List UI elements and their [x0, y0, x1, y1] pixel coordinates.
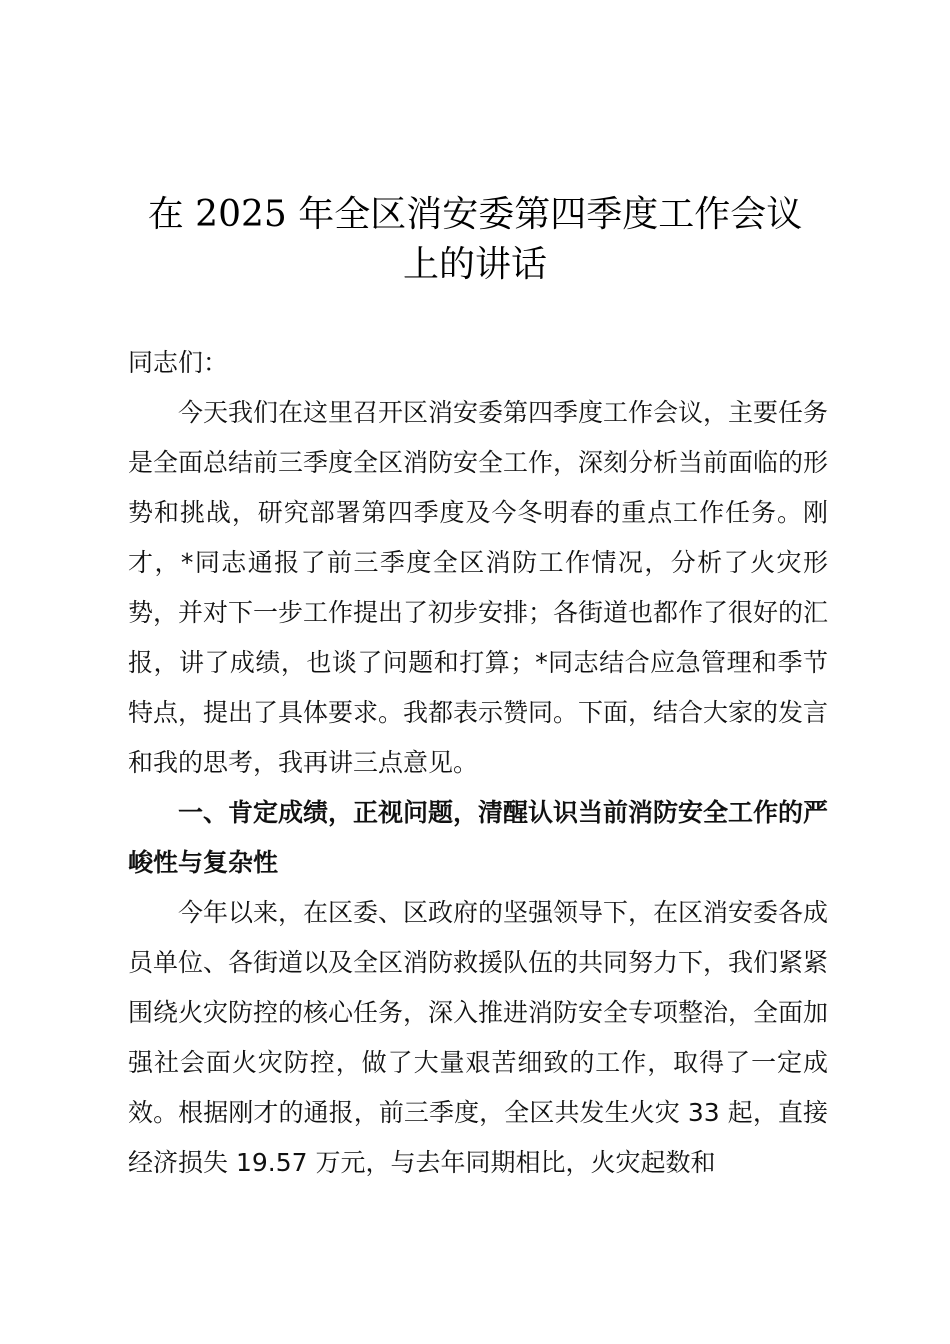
- paragraph-intro: 今天我们在这里召开区消安委第四季度工作会议，主要任务是全面总结前三季度全区消防安全工作，深刻分析当前面临的形势和挑战，研究部署第四季度及今冬明春的重点工作任务。刚才，*同志通报了前三季度全区消防工作情况，分析了火灾形势，并对下一步工作提出了初步安排；各街道也都作了很好的汇报，讲了成绩，也谈了问题和打算；*同志结合应急管理和季节特点，提出了具体要求。我都表示赞同。下面，结合大家的发言和我的思考，我再讲三点意见。: [128, 398, 829, 777]
- salutation: 同志们：: [128, 348, 229, 377]
- paragraph-achievements: 今年以来，在区委、区政府的坚强领导下，在区消安委各成员单位、各街道以及全区消防救援队伍的共同努力下，我们紧紧围绕火灾防控的核心任务，深入推进消防安全专项整治，全面加强社会面火灾防控，做了大量艰苦细致的工作，取得了一定成效。根据刚才的通报，前三季度，全区共发生火灾 33 起，直接经济损失 19.57 万元，与去年同期相比，火灾起数和: [128, 898, 829, 1177]
- title-line-1: 在 2025 年全区消安委第四季度工作会议: [147, 194, 803, 235]
- document-title: [100, 190, 850, 290]
- section-heading: 一、肯定成绩，正视问题，清醒认识当前消防安全工作的严峻性与复杂性: [128, 798, 829, 877]
- document-body: [128, 338, 828, 1188]
- title-line-2: 上的讲话: [402, 244, 547, 285]
